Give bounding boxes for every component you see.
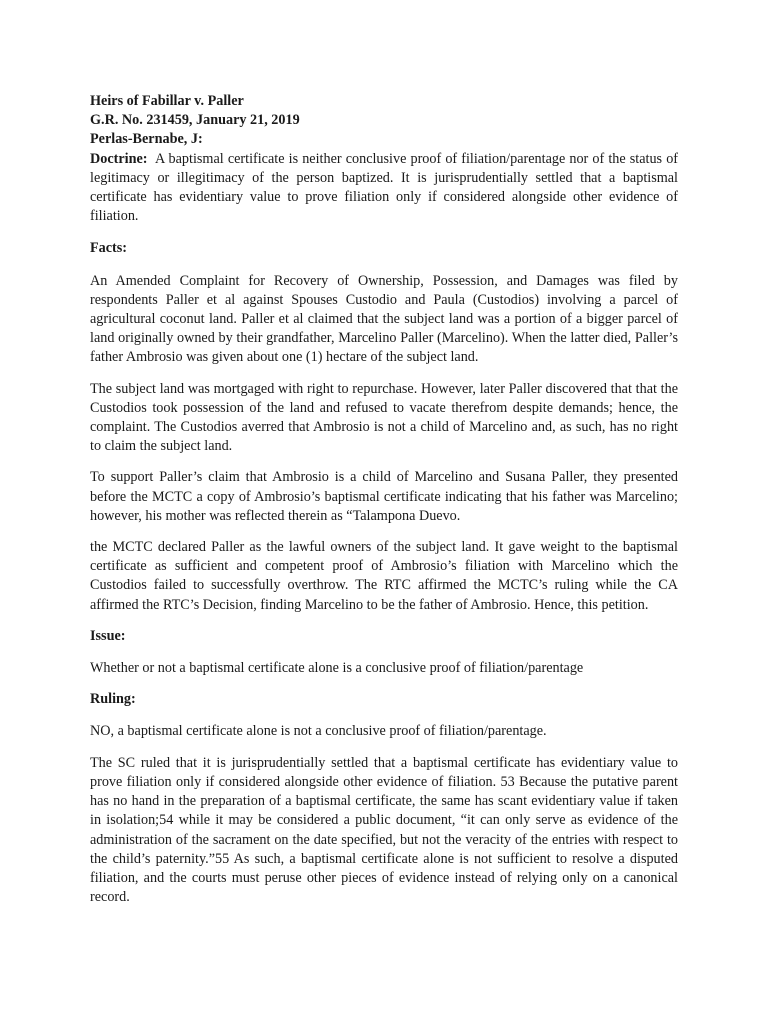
case-title: Heirs of Fabillar v. Paller bbox=[90, 93, 244, 109]
facts-paragraph: The subject land was mortgaged with right to repurchase. However, later Paller discovered that that the Custodios took possession of the land and refused to vacate therefrom despite demands; hence, the complaint. The Custodios averred that Ambrosio is not a child of Marcelino and, as such, has no right to claim the subject land. bbox=[90, 380, 678, 455]
facts-paragraph: the MCTC declared Paller as the lawful owners of the subject land. It gave weight to the baptismal certificate as sufficient and competent proof of Ambrosio’s filiation with Marcelino which the Custodios failed to successfully overthrow. The RTC affirmed the MCTC’s ruling while the CA affirmed the RTC’s Decision, finding Marcelino to be the father of Ambrosio. Hence, this petition. bbox=[90, 539, 678, 613]
ruling-paragraph: NO, a baptismal certificate alone is not a conclusive proof of filiation/parentage. bbox=[90, 723, 547, 740]
case-gr-number: G.R. No. 231459, January 21, 2019 bbox=[90, 112, 300, 129]
document-body bbox=[90, 92, 678, 919]
issue-text: Whether or not a baptismal certificate alone is a conclusive proof of filiation/parentage bbox=[90, 660, 584, 677]
facts-heading: Facts: bbox=[90, 240, 128, 257]
facts-paragraph: To support Paller’s claim that Ambrosio is a child of Marcelino and Susana Paller, they presented before the MCTC a copy of Ambrosio’s baptismal certificate indicating that his father was Marcelino; however, his mother was reflected therein as “Talampona Duevo. bbox=[90, 469, 678, 524]
facts-paragraph: An Amended Complaint for Recovery of Ownership, Possession, and Damages was filed by respondents Paller et al against Spouses Custodio and Paula (Custodios) involving a parcel of agricultural coconut land. Paller et al claimed that the subject land was a portion of a bigger parcel of land originally owned by their grandfather, Marcelino Paller (Marcelino). When the latter died, Paller’s father Ambrosio was given about one (1) hectare of the subject land. bbox=[90, 272, 678, 366]
case-ponente: Perlas-Bernabe, J: bbox=[90, 131, 203, 148]
issue-heading: Issue: bbox=[90, 627, 126, 644]
ruling-heading: Ruling: bbox=[90, 691, 136, 708]
doctrine-label: Doctrine: bbox=[90, 150, 148, 167]
doctrine-text: A baptismal certificate is neither conclusive proof of filiation/parentage nor of the status of legitimacy or illegitimacy of the person baptized. It is jurisprudentially settled that a baptismal certificate has evidentiary value to prove filiation only if considered alongside other evidence of filiation. bbox=[90, 150, 679, 225]
doctrine-paragraph bbox=[90, 150, 678, 227]
ruling-paragraph: The SC ruled that it is jurisprudentially settled that a baptismal certificate has evidentiary value to prove filiation only if considered alongside other evidence of filiation. 53 Because the putative parent has no hand in the preparation of a baptismal certificate, the same has scant evidentiary value if taken in isolation;54 while it may be considered a public document, “it can only serve as evidence of the administration of the sacrament on the date specified, but not the veracity of the entries with respect to the child’s paternity.”55 As such, a baptismal certificate alone is not sufficient to resolve a disputed filiation, and the courts must peruse other pieces of evidence instead of relying only on a canonical record. bbox=[90, 754, 678, 906]
